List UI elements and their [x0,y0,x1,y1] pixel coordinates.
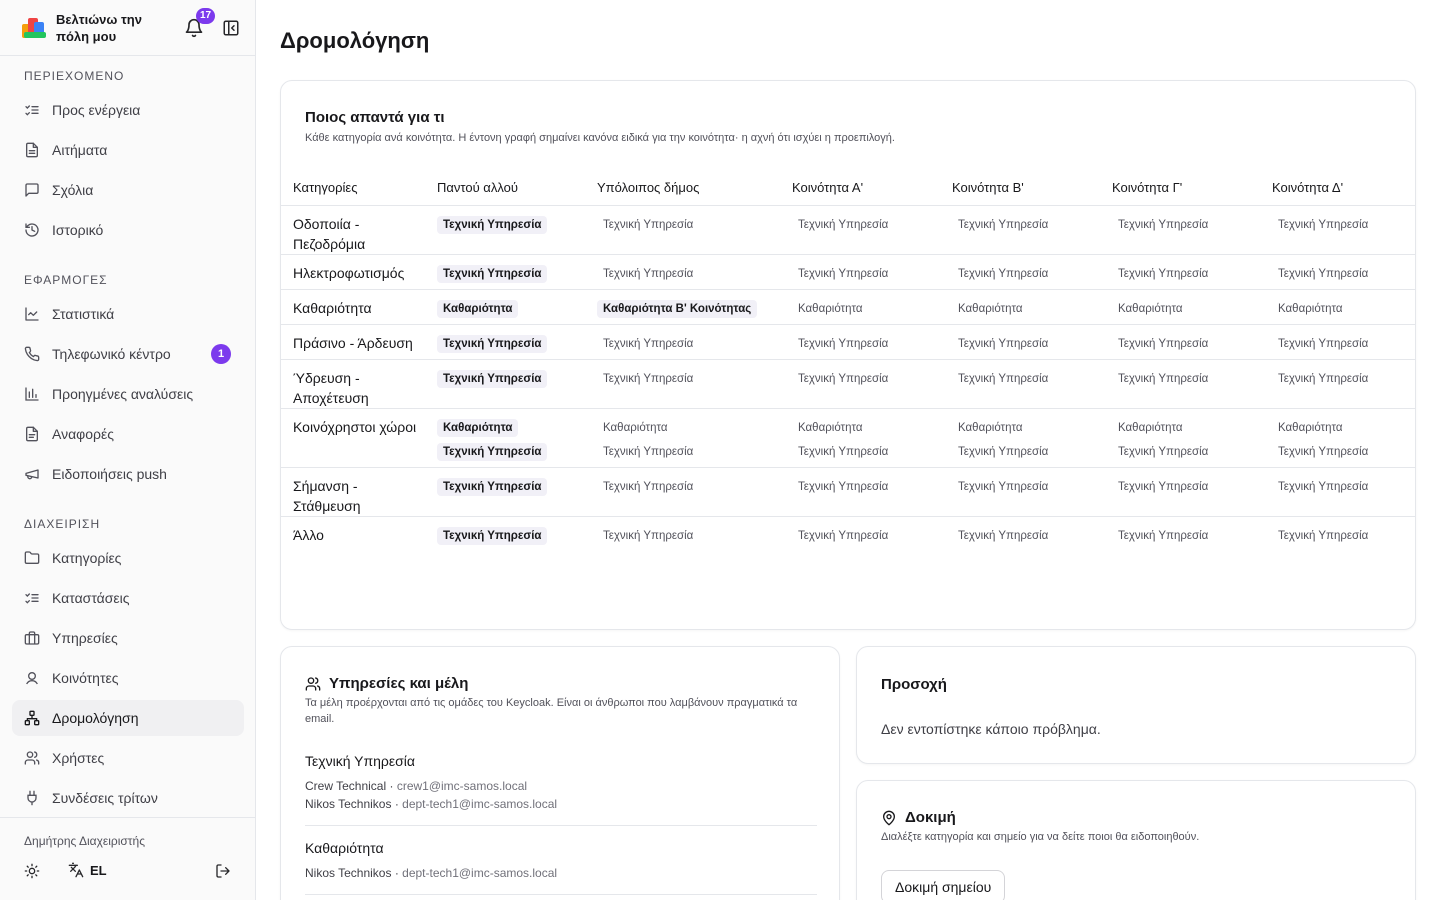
rule-chip-default: Τεχνική Υπηρεσία [1278,372,1369,385]
users-icon [24,750,40,766]
rule-chip-default: Καθαριότητα [958,302,1023,315]
rule-chip-default: Τεχνική Υπηρεσία [1278,529,1369,542]
sidebar-item-label: Αιτήματα [52,142,108,158]
app-logo [20,14,48,42]
member-row: Nikos Technikos · dept-tech1@imc-samos.local [305,866,558,880]
routing-cell [585,289,780,324]
rule-chip-default: Τεχνική Υπηρεσία [958,529,1049,542]
column-header: Κοινότητα Γ' [1100,171,1260,205]
rule-chip-specific: Τεχνική Υπηρεσία [437,478,547,496]
sidebar-item-label: Στατιστικά [52,306,115,322]
rule-chip-default: Τεχνική Υπηρεσία [1118,337,1209,350]
sidebar-item-label: Προηγμένες αναλύσεις [52,386,194,402]
phone-icon [24,346,40,362]
member-name: Nikos Technikos [305,797,392,811]
routing-cell [780,324,940,359]
routing-cell [940,408,1100,467]
user-name: Δημήτρης Διαχειριστής [24,834,146,848]
list-todo-icon [24,102,40,118]
message-square-icon [24,182,40,198]
rule-chip-specific: Τεχνική Υπηρεσία [437,527,547,545]
rule-chip-default: Τεχνική Υπηρεσία [1278,480,1369,493]
routing-cell [585,408,780,467]
category-cell: Άλλο [293,526,324,543]
rule-chip-default: Καθαριότητα [798,421,863,434]
routing-cell [940,467,1100,516]
routing-cell [1260,516,1416,551]
sidebar-item-label: Ιστορικό [52,222,104,238]
sidebar-item-push[interactable] [12,456,244,492]
routing-cell [585,254,780,289]
routing-header-row [281,171,1416,205]
rule-chip-specific: Καθαριότητα Β' Κοινότητας [597,300,757,318]
routing-cell [940,254,1100,289]
routing-cell [1100,254,1260,289]
routing-cell [940,205,1100,254]
rule-chip-specific: Τεχνική Υπηρεσία [437,370,547,388]
network-icon [24,710,40,726]
attention-title: Προσοχή [881,676,947,693]
group-divider [305,894,817,895]
attention-card [856,646,1416,764]
rule-chip-default: Τεχνική Υπηρεσία [1118,445,1209,458]
rule-chip-default: Καθαριότητα [1278,421,1343,434]
routing-cell [585,359,780,408]
routing-cell [940,359,1100,408]
rule-chip-default: Τεχνική Υπηρεσία [798,445,889,458]
sidebar-item-label: Συνδέσεις τρίτων [52,790,158,806]
column-header: Κοινότητα Α' [780,171,940,205]
service-group [305,753,817,813]
sidebar-item-communities[interactable] [12,660,244,696]
member-email: crew1@imc-samos.local [396,779,528,793]
sidebar-item-label: Χρήστες [52,750,105,766]
table-row [281,254,1416,289]
routing-cell [425,516,585,551]
routing-cell [1100,516,1260,551]
rule-chip-default: Τεχνική Υπηρεσία [798,267,889,280]
routing-cell [1260,408,1416,467]
column-header: Υπόλοιπος δήμος [585,171,780,205]
category-cell: Ηλεκτροφωτισμός [281,254,425,289]
rule-chip-default: Τεχνική Υπηρεσία [603,445,694,458]
rule-chip-specific: Καθαριότητα [437,419,518,437]
table-row [281,516,1416,551]
column-header: Κατηγορίες [281,171,425,205]
sidebar-footer [0,817,256,900]
rule-chip-default: Τεχνική Υπηρεσία [798,480,889,493]
rule-chip-default: Τεχνική Υπηρεσία [958,445,1049,458]
routing-cell [425,324,585,359]
sidebar-item-label: Τηλεφωνικό κέντρο [52,346,171,362]
rule-chip-default: Τεχνική Υπηρεσία [603,218,694,231]
rule-chip-default: Τεχνική Υπηρεσία [1278,218,1369,231]
routing-cell [1260,205,1416,254]
rule-chip-specific: Καθαριότητα [437,300,518,318]
sidebar-item-statuses[interactable] [12,580,244,616]
rule-chip-default: Τεχνική Υπηρεσία [603,480,694,493]
sidebar-item-label: Κοινότητες [52,670,119,686]
bar-chart-icon [24,386,40,402]
routing-cell [425,467,585,516]
language-switcher[interactable] [68,862,107,878]
rule-chip-default: Τεχνική Υπηρεσία [1118,267,1209,280]
rule-chip-default: Τεχνική Υπηρεσία [603,372,694,385]
line-chart-icon [24,306,40,322]
sidebar-item-call-center[interactable] [12,336,244,372]
routing-subtitle: Κάθε κατηγορία ανά κοινότητα. Η έντονη γραφή σημαίνει κανόνα ειδικά για την κοινότητα· η αχνή ότι ισχύει η προεπιλογή. [305,132,895,144]
section-label-content: ΠΕΡΙΕΧΟΜΕΝΟ [24,69,125,83]
rule-chip-default: Τεχνική Υπηρεσία [958,267,1049,280]
rule-chip-default: Τεχνική Υπηρεσία [1118,529,1209,542]
member-row: Crew Technical · crew1@imc-samos.local [305,779,528,793]
routing-cell [425,408,585,467]
sidebar-item-history[interactable] [12,212,244,248]
table-row [281,289,1416,324]
sidebar-item-to-action[interactable] [12,92,244,128]
routing-cell [1100,289,1260,324]
rule-chip-default: Τεχνική Υπηρεσία [1118,218,1209,231]
sidebar-item-users[interactable] [12,740,244,776]
briefcase-icon [24,630,40,646]
routing-cell [1260,254,1416,289]
routing-cell [585,324,780,359]
routing-cell [425,205,585,254]
routing-cell [425,254,585,289]
sidebar-item-routing[interactable] [12,700,244,736]
test-point-button[interactable]: Δοκιμή σημείου [881,870,1005,900]
rule-chip-default: Τεχνική Υπηρεσία [603,529,694,542]
service-group-name: Καθαριότητα [305,840,384,856]
rule-chip-specific: Τεχνική Υπηρεσία [437,216,547,234]
member-row: Nikos Technikos · dept-tech1@imc-samos.local [305,797,558,811]
routing-cell [1260,467,1416,516]
routing-cell [1100,324,1260,359]
routing-title: Ποιος απαντά για τι [305,109,445,126]
rule-chip-default: Τεχνική Υπηρεσία [958,218,1049,231]
page-title: Δρομολόγηση [280,28,430,53]
sidebar-item-label: Ειδοποιήσεις push [52,466,167,482]
category-cell: Καθαριότητα [281,289,425,324]
routing-table [281,171,1416,551]
routing-cell [780,408,940,467]
rule-chip-default: Καθαριότητα [1118,421,1183,434]
table-row [281,359,1416,408]
map-pin-icon [881,810,897,826]
routing-cell [425,289,585,324]
routing-cell [780,205,940,254]
category-cell: Σήμανση - Στάθμευση [281,467,425,516]
rule-chip-specific: Τεχνική Υπηρεσία [437,265,547,283]
sidebar-header [0,0,255,56]
sidebar-item-label: Καταστάσεις [52,590,130,606]
rule-chip-default: Καθαριότητα [1278,302,1343,315]
routing-card [280,80,1416,630]
service-group [305,840,817,882]
routing-cell [425,359,585,408]
services-subtitle: Τα μέλη προέρχονται από τις ομάδες του Keycloak. Είναι οι άνθρωποι που λαμβάνουν πραγματικά τα email. [305,697,798,725]
test-subtitle: Διαλέξτε κατηγορία και σημείο για να δείτε ποιοι θα ειδοποιηθούν. [881,831,1200,843]
service-group-name: Τεχνική Υπηρεσία [305,753,415,769]
table-row [281,324,1416,359]
sidebar-item-statistics[interactable] [12,296,244,332]
sidebar-item-reports[interactable] [12,416,244,452]
routing-cell [1100,205,1260,254]
member-email: dept-tech1@imc-samos.local [402,797,558,811]
rule-chip-default: Καθαριότητα [1118,302,1183,315]
file-text-icon [24,142,40,158]
category-cell: Κοινόχρηστοι χώροι [281,408,425,467]
rule-chip-default: Τεχνική Υπηρεσία [958,372,1049,385]
member-email: dept-tech1@imc-samos.local [402,866,558,880]
routing-cell [1100,408,1260,467]
attention-message: Δεν εντοπίστηκε κάποιο πρόβλημα. [881,721,1101,737]
rule-chip-default: Τεχνική Υπηρεσία [798,372,889,385]
rule-chip-default: Τεχνική Υπηρεσία [603,337,694,350]
column-header: Κοινότητα Δ' [1260,171,1416,205]
category-cell: Πράσινο - Άρδευση [281,324,425,359]
logout-icon[interactable] [215,863,231,879]
routing-cell [940,516,1100,551]
routing-cell [585,205,780,254]
routing-cell [780,467,940,516]
member-name: Crew Technical [305,779,387,793]
rule-chip-default: Τεχνική Υπηρεσία [958,337,1049,350]
rule-chip-default: Καθαριότητα [603,421,668,434]
column-header: Παντού αλλού [425,171,585,205]
map-pin-icon [24,670,40,686]
language-label: EL [90,862,107,878]
table-row [281,205,1416,254]
list-checks-icon [24,590,40,606]
category-cell: Οδοποιία - Πεζοδρόμια [281,205,425,254]
sun-icon[interactable] [24,863,40,879]
sidebar-item-label: Υπηρεσίες [52,630,118,646]
routing-cell [585,516,780,551]
routing-cell [1260,359,1416,408]
megaphone-icon [24,466,40,482]
services-card [280,646,840,900]
sidebar-item-label: Προς ενέργεια [52,102,141,118]
routing-cell [780,289,940,324]
routing-cell [940,324,1100,359]
sidebar-item-categories[interactable] [12,540,244,576]
test-card [856,780,1416,900]
routing-cell [1260,324,1416,359]
table-row [281,408,1416,467]
rule-chip-default: Τεχνική Υπηρεσία [1278,267,1369,280]
rule-chip-default: Τεχνική Υπηρεσία [1278,445,1369,458]
languages-icon [68,862,84,878]
routing-cell [585,467,780,516]
sidebar-item-label: Κατηγορίες [52,550,122,566]
sidebar-item-requests[interactable] [12,132,244,168]
sidebar [0,0,256,900]
member-name: Nikos Technikos [305,866,392,880]
rule-chip-default: Καθαριότητα [798,302,863,315]
rule-chip-default: Τεχνική Υπηρεσία [1118,480,1209,493]
sidebar-item-advanced-analytics[interactable] [12,376,244,412]
rule-chip-default: Τεχνική Υπηρεσία [958,480,1049,493]
rule-chip-default: Τεχνική Υπηρεσία [798,529,889,542]
rule-chip-specific: Τεχνική Υπηρεσία [437,443,547,461]
routing-cell [780,359,940,408]
test-title: Δοκιμή [905,809,956,826]
rule-chip-default: Καθαριότητα [958,421,1023,434]
call-center-badge: 1 [211,344,231,364]
routing-cell [780,254,940,289]
column-header: Κοινότητα Β' [940,171,1100,205]
test-header [881,809,956,826]
routing-cell [940,289,1100,324]
sidebar-item-label: Αναφορές [52,426,114,442]
routing-cell [1260,289,1416,324]
group-divider [305,825,817,826]
routing-cell [1100,467,1260,516]
sidebar-item-comments[interactable] [12,172,244,208]
users-icon [305,676,321,692]
section-label-admin: ΔΙΑΧΕΙΡΙΣΗ [24,517,101,531]
rule-chip-specific: Τεχνική Υπηρεσία [437,335,547,353]
sidebar-item-services[interactable] [12,620,244,656]
services-title: Υπηρεσίες και μέλη [329,675,469,692]
notifications-badge: 17 [196,8,215,24]
section-label-apps: ΕΦΑΡΜΟΓΕΣ [24,273,108,287]
rule-chip-default: Τεχνική Υπηρεσία [1118,372,1209,385]
rule-chip-default: Τεχνική Υπηρεσία [798,337,889,350]
sidebar-item-label: Δρομολόγηση [52,710,139,726]
rule-chip-default: Τεχνική Υπηρεσία [798,218,889,231]
file-report-icon [24,426,40,442]
history-icon [24,222,40,238]
app-title: Βελτιώνω την πόλη μου [56,11,142,44]
plug-icon [24,790,40,806]
services-header [305,675,468,692]
sidebar-item-integrations[interactable] [12,780,244,816]
rule-chip-default: Τεχνική Υπηρεσία [603,267,694,280]
routing-cell [1100,359,1260,408]
rule-chip-default: Τεχνική Υπηρεσία [1278,337,1369,350]
sidebar-item-label: Σχόλια [52,182,94,198]
table-row [281,467,1416,516]
sidebar-collapse-icon[interactable] [222,19,240,37]
category-cell: Ύδρευση - Αποχέτευση [281,359,425,408]
routing-cell [780,516,940,551]
folder-icon [24,550,40,566]
